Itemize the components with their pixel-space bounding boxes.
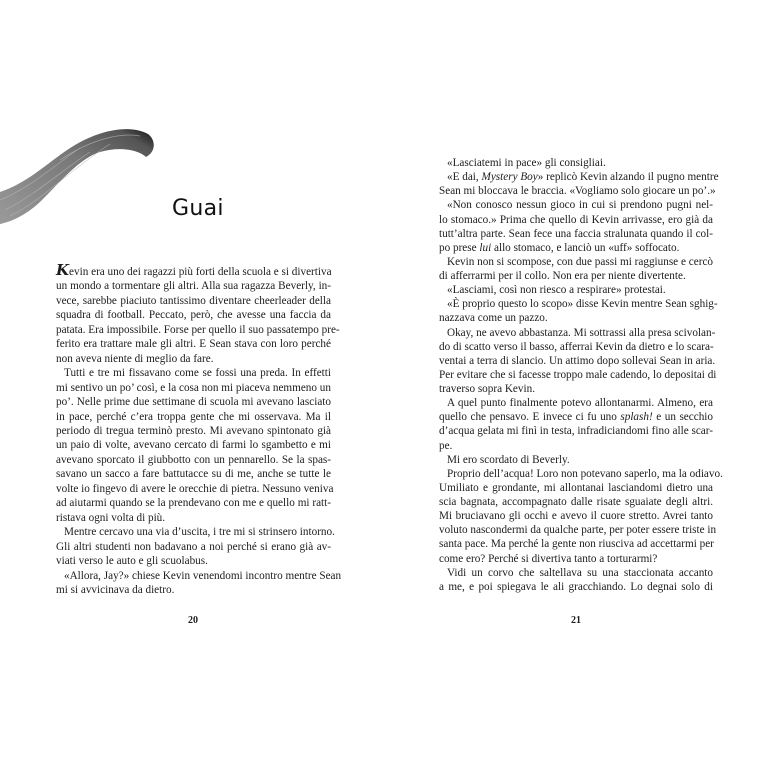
text-segment: Tutti e tre mi fissavano come se fossi una preda. In effetti (64, 367, 331, 380)
paragraph (439, 326, 717, 397)
text-line (56, 424, 331, 438)
text-line (56, 453, 331, 467)
text-line (56, 482, 334, 496)
text-line (439, 439, 713, 453)
text-line (56, 381, 331, 395)
text-line (439, 354, 716, 368)
text-line (56, 496, 331, 510)
text-segment: viati verso le auto e gli scuolabus. (56, 555, 208, 568)
text-line (439, 269, 713, 283)
text-line (439, 368, 717, 382)
text-segment: santa pace. Ma perché la gente non riusciva ad accettarmi per (439, 538, 714, 551)
text-segment: traverso sopra Kevin. (439, 383, 535, 395)
text-segment: ferito era trattare male gli altri. E Sean stava con loro perché (56, 338, 331, 351)
text-segment: avevano sporcato il giubbotto con un pennarello. Se la spas- (56, 453, 331, 466)
text-line (56, 583, 331, 597)
text-line (439, 382, 713, 396)
text-segment: Gli altri studenti non badavano a noi perché si erano già av- (56, 540, 331, 553)
left-page-text (56, 261, 342, 597)
text-segment: voluto nascondermi da qualche parte, per poter essere triste in (439, 524, 717, 537)
drop-cap: K (56, 261, 70, 279)
text-line (439, 184, 716, 198)
text-line (439, 566, 713, 580)
text-line (56, 294, 331, 308)
text-segment: Per evitare che si facesse troppo male cadendo, lo depositai di (439, 368, 717, 381)
text-segment: Okay, ne avevo abbastanza. Mi sottrassi alla presa scivolan- (447, 326, 716, 339)
text-line (56, 511, 331, 525)
text-segment: mi si avvicinava da dietro. (56, 583, 175, 596)
text-line (439, 255, 713, 269)
text-segment: un mondo a tormentare gli altri. Alla sua ragazza Beverly, in- (56, 280, 331, 293)
text-segment: scia bagnata, accompagnato dalle risate sguaiate degli altri. (439, 496, 713, 508)
text-segment: «Lasciatemi in pace» gli consigliai. (447, 157, 606, 169)
text-segment: ventai a terra di slancio. Un attimo dopo sollevai Sean in aria. (439, 354, 716, 367)
text-line (439, 495, 713, 509)
text-segment: ad aiutarmi quando se la prendevano con me e quello mi ratt- (56, 497, 331, 510)
text-line (439, 326, 716, 340)
text-line (56, 438, 331, 452)
chapter-title: Guai (172, 196, 224, 221)
paragraph (439, 283, 713, 297)
text-line (439, 410, 713, 424)
text-segment: «È proprio questo lo scopo» disse Kevin mentre Sean sghig- (447, 298, 718, 311)
text-line (56, 337, 331, 351)
text-line (439, 424, 713, 438)
text-segment: squadra di football. Peccato, però, che avesse una faccia da (56, 309, 331, 322)
text-segment: Kevin non si scompose, con due passi mi raggiunse e cercò (447, 255, 713, 268)
right-page-text (439, 156, 723, 594)
text-line (439, 241, 713, 255)
text-line (439, 213, 713, 227)
text-segment: lo stomaco.» Prima che quello di Kevin arrivasse, ero già da (439, 213, 713, 226)
text-segment: tutt’altra parte. Sean fece una faccia stralunata quando il col- (439, 227, 713, 240)
text-segment: Mentre cercavo una via d’uscita, i tre mi si strinsero intorno. (64, 526, 335, 539)
text-segment: ristava ogni volta di più. (56, 511, 166, 524)
text-segment: Proprio dell’acqua! Loro non potevano saperlo, ma la odiavo. (447, 467, 723, 480)
text-line (439, 283, 713, 297)
italic-text: Mystery Boy (481, 171, 538, 184)
text-segment: patata. Era impossibile. Forse per quello il suo passatempo pre- (56, 323, 340, 336)
text-segment: po’. Nelle prime due settimane di scuola mi avevano lasciato (56, 396, 331, 409)
text-segment: vece, sarebbe piaciuto tantissimo diventare cheerleader della (56, 294, 331, 307)
text-segment: Mi bruciavano gli occhi e avevo il cuore stretto. Avrei tanto (439, 510, 713, 523)
text-line (439, 580, 713, 594)
text-segment: allo stomaco, e lanciò un «uff» soffocato. (491, 241, 680, 254)
text-segment: do di scatto verso il basso, afferrai Kevin da dietro e lo scara- (439, 340, 714, 353)
text-segment: A quel punto finalmente potevo allontanarmi. Almeno, era (447, 397, 713, 410)
text-segment: Vidi un corvo che saltellava su una staccionata accanto (447, 566, 713, 579)
text-segment: Sean mi bloccava le braccia. «Vogliamo solo giocare un po’.» (439, 185, 716, 198)
text-line (439, 552, 713, 566)
text-line (56, 569, 342, 583)
paragraph (439, 467, 723, 566)
text-line (56, 395, 331, 409)
text-segment: «Lasciami, così non riesco a respirare» protestai. (447, 284, 666, 297)
text-line (439, 396, 713, 410)
text-segment: a me, e poi spiegava le ali gracchiando. Lo degnai solo di (439, 580, 713, 593)
text-line (56, 279, 331, 293)
text-segment: periodo di tregua terminò presto. Mi avevano spintonato già (56, 424, 331, 437)
text-line (439, 198, 713, 212)
text-line (439, 170, 719, 184)
text-line (439, 467, 723, 481)
text-line (439, 453, 713, 467)
text-line (439, 311, 713, 325)
text-line (56, 352, 331, 366)
text-line (56, 366, 331, 380)
paragraph (56, 366, 334, 525)
text-segment: come ero? Perché si divertiva tanto a torturarmi? (439, 552, 658, 565)
paragraph (56, 569, 342, 598)
text-segment: mi sentivo un po’ così, e la cosa non mi piaceva nemmeno un (56, 381, 331, 394)
italic-text: lui (479, 241, 492, 254)
text-line (56, 308, 331, 322)
paragraph (439, 396, 713, 453)
text-segment: quello che pensavo. E invece ci fu uno (439, 411, 621, 424)
text-line (439, 509, 713, 523)
right-page (384, 0, 768, 768)
text-segment: «E dai, (447, 171, 482, 184)
text-line (439, 481, 713, 495)
text-segment: evin era uno dei ragazzi più forti della scuola e si divertiva (69, 266, 332, 278)
text-line (56, 263, 331, 279)
paragraph (439, 170, 719, 198)
text-segment: «Non conosco nessun gioco in cui si prendono pugni nel- (447, 199, 713, 212)
text-line (439, 156, 713, 170)
text-line (439, 340, 713, 354)
page-number: 21 (571, 615, 581, 626)
text-segment: «Allora, Jay?» chiese Kevin venendomi incontro mentre Sean (64, 569, 342, 582)
paragraph (56, 525, 335, 568)
page-number: 20 (188, 615, 198, 626)
text-segment: di afferrarmi per il collo. Non era per niente divertente. (439, 270, 686, 282)
text-segment: savano un sacco a fare battutacce su di me, anche se tutte le (56, 468, 331, 481)
text-line (439, 537, 713, 551)
text-line (439, 523, 717, 537)
text-line (56, 467, 331, 481)
text-segment: un paio di volte, avevano cercato di farmi lo sgambetto e mi (56, 439, 331, 452)
paragraph (439, 453, 713, 467)
text-line (56, 540, 331, 554)
text-segment: po prese (439, 241, 480, 254)
text-line (56, 525, 335, 539)
paragraph (439, 297, 718, 325)
text-segment: volte io fingevo di avere le orecchie di pietra. Nessuno veniva (56, 482, 334, 495)
text-segment: non aveva niente di meglio da fare. (56, 352, 214, 365)
text-line (439, 297, 718, 311)
text-line (56, 410, 331, 424)
text-line (56, 323, 340, 337)
cat-tail-illustration (0, 120, 170, 230)
text-segment: Umiliato e grondante, mi allontanai lasciandomi dietro una (439, 481, 713, 494)
paragraph (439, 566, 713, 594)
text-segment: » replicò Kevin alzando il pugno mentre (537, 171, 719, 184)
paragraph (56, 261, 340, 366)
paragraph (439, 156, 713, 170)
text-segment: pe. (439, 439, 453, 452)
text-segment: Mi ero scordato di Beverly. (447, 453, 570, 466)
text-segment: in pace, perché c’era troppa gente che mi osservava. Ma il (56, 410, 331, 423)
text-line (439, 227, 713, 241)
italic-text: splash! (620, 411, 653, 424)
text-segment: d’acqua gelata mi finì in testa, infradiciandomi fino alle scar- (439, 425, 713, 438)
text-segment: e un secchio (652, 411, 713, 424)
paragraph (439, 198, 713, 255)
paragraph (439, 255, 713, 283)
text-segment: nazzava come un pazzo. (439, 312, 548, 325)
text-line (56, 554, 331, 568)
